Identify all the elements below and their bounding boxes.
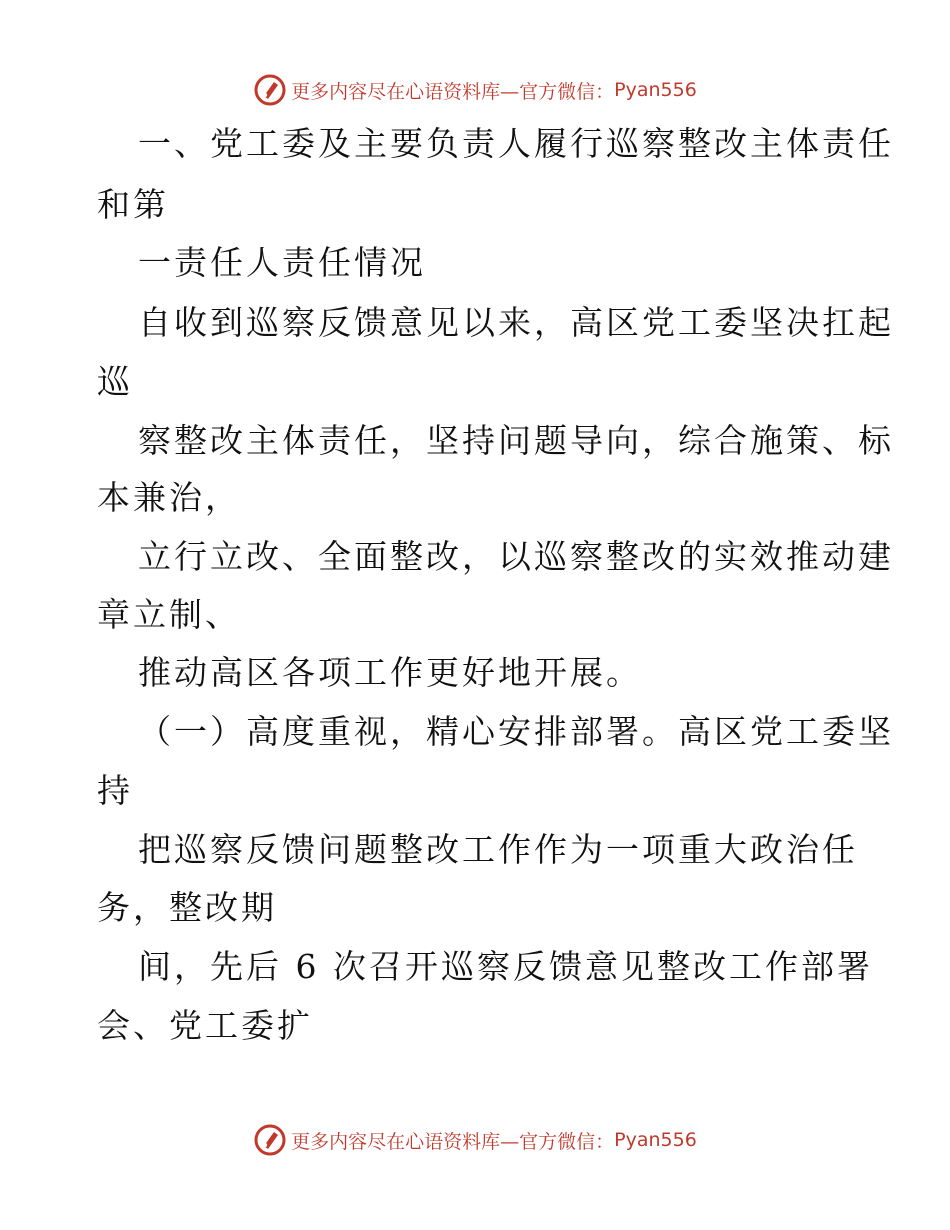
text-line: 巡 <box>97 362 133 401</box>
header-banner <box>0 70 950 110</box>
text-line: 自收到巡察反馈意见以来，高区党工委坚决扛起 <box>138 303 894 342</box>
text-line: 和第 <box>97 185 169 224</box>
banner-account: Pyan556 <box>614 79 697 101</box>
banner-text: 更多内容尽在心语资料库—官方微信： <box>291 1130 615 1153</box>
text-line: 把巡察反馈问题整改工作作为一项重大政治任 <box>138 830 858 869</box>
text-line: 章立制、 <box>97 595 241 634</box>
text-line: 推动高区各项工作更好地开展。 <box>138 653 642 692</box>
pen-nib-logo-icon <box>253 1123 287 1157</box>
text-line: （一）高度重视，精心安排部署。高区党工委坚 <box>138 712 894 751</box>
text-line: 务，整改期 <box>97 888 277 927</box>
text-line: 一、党工委及主要负责人履行巡察整改主体责任 <box>138 124 894 163</box>
footer-banner <box>0 1120 950 1160</box>
text-line: 间，先后 6 次召开巡察反馈意见整改工作部署 <box>138 947 873 986</box>
text-line: 本兼治， <box>97 478 241 517</box>
text-line: 会、党工委扩 <box>97 1006 313 1045</box>
text-line: 一责任人责任情况 <box>138 243 426 282</box>
banner-text: 更多内容尽在心语资料库—官方微信： <box>291 80 615 103</box>
text-line: 察整改主体责任，坚持问题导向，综合施策、标 <box>138 421 894 460</box>
pen-nib-logo-icon <box>253 73 287 107</box>
text-line: 持 <box>97 771 133 810</box>
text-line: 立行立改、全面整改，以巡察整改的实效推动建 <box>138 537 894 576</box>
banner-account: Pyan556 <box>614 1129 697 1151</box>
